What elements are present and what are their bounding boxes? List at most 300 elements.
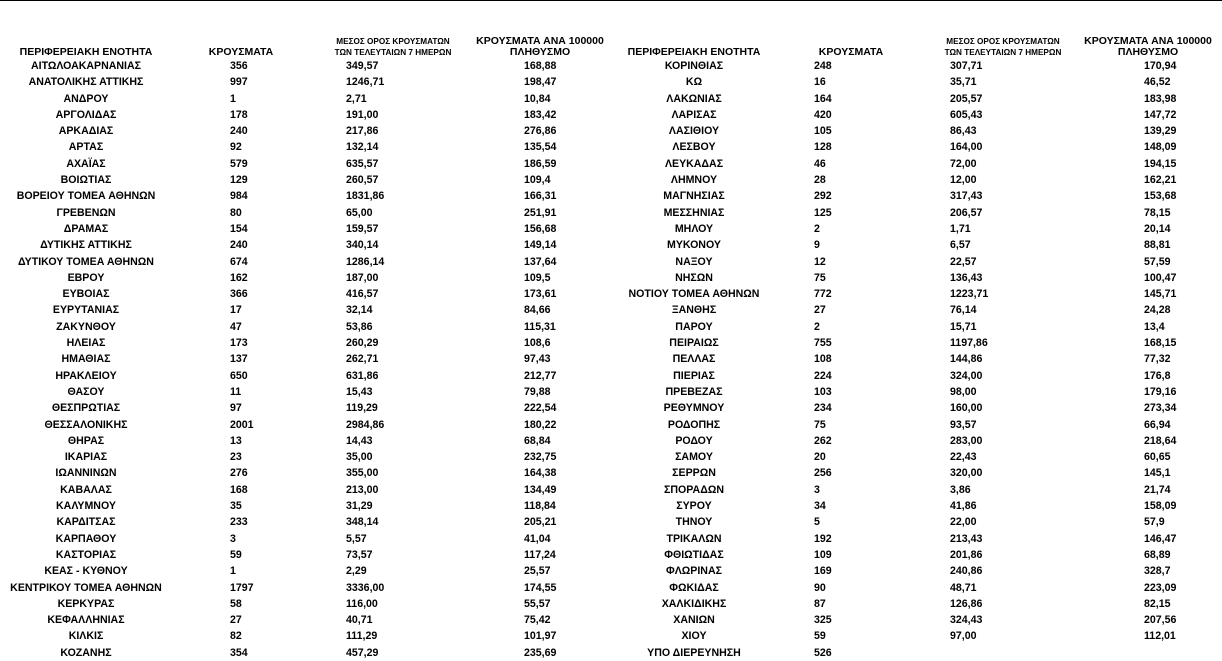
cases-per-100000-cell: 10,84 <box>524 92 551 105</box>
region-cell: ΕΥΒΟΙΑΣ <box>62 288 110 301</box>
cases-per-100000-cell: 180,22 <box>524 418 557 431</box>
cases-per-100000-cell: 135,54 <box>524 141 557 154</box>
cases-per-100000-cell: 55,57 <box>524 597 551 610</box>
avg-7-days-cell: 160,00 <box>950 402 983 415</box>
cases-per-100000-cell: 137,64 <box>524 255 557 268</box>
table-row <box>0 514 610 530</box>
avg-7-days-cell: 132,14 <box>346 141 379 154</box>
table-row <box>610 417 1222 433</box>
cases-cell: 984 <box>230 190 248 203</box>
table-row <box>0 433 610 449</box>
cases-cell: 292 <box>814 190 832 203</box>
avg-7-days-cell: 76,14 <box>950 304 977 317</box>
cases-per-100000-cell: 146,47 <box>1144 532 1177 545</box>
avg-7-days-cell: 93,57 <box>950 418 977 431</box>
region-cell: ΚΑΡΔΙΤΣΑΣ <box>56 516 116 529</box>
cases-per-100000-cell: 212,77 <box>524 369 557 382</box>
cases-per-100000-cell: 164,38 <box>524 467 557 480</box>
cases-per-100000-cell: 20,14 <box>1144 222 1171 235</box>
region-cell: ΛΑΚΩΝΙΑΣ <box>666 92 722 105</box>
region-cell: ΑΝΑΤΟΛΙΚΗΣ ΑΤΤΙΚΗΣ <box>28 76 144 89</box>
region-cell: ΚΙΛΚΙΣ <box>68 630 104 643</box>
region-cell: ΧΙΟΥ <box>681 630 707 643</box>
avg-7-days-cell: 73,57 <box>346 548 373 561</box>
cases-cell: 168 <box>230 483 248 496</box>
avg-7-days-cell: 324,00 <box>950 369 983 382</box>
region-cell: ΦΛΩΡΙΝΑΣ <box>666 565 722 578</box>
cases-cell: 772 <box>814 288 832 301</box>
table-row <box>0 335 610 351</box>
header-region: ΠΕΡΙΦΕΡΕΙΑΚΗ ΕΝΟΤΗΤΑ <box>627 46 761 58</box>
table-row <box>0 351 610 367</box>
table-row <box>0 302 610 318</box>
header-region: ΠΕΡΙΦΕΡΕΙΑΚΗ ΕΝΟΤΗΤΑ <box>19 46 153 58</box>
cases-cell: 129 <box>230 174 248 187</box>
cases-cell: 11 <box>230 385 242 398</box>
table-row <box>610 547 1222 563</box>
avg-7-days-cell: 22,43 <box>950 451 977 464</box>
cases-per-100000-cell: 101,97 <box>524 630 557 643</box>
region-cell: ΑΡΚΑΔΙΑΣ <box>58 125 114 138</box>
cases-per-100000-cell: 156,68 <box>524 222 557 235</box>
cases-cell: 90 <box>814 581 826 594</box>
cases-cell: 59 <box>814 630 826 643</box>
region-cell: ΡΟΔΟΠΗΣ <box>667 418 721 431</box>
cases-per-100000-cell: 145,71 <box>1144 288 1177 301</box>
table-row <box>610 205 1222 221</box>
cases-per-100000-cell: 218,64 <box>1144 434 1177 447</box>
region-cell: ΗΛΕΙΑΣ <box>66 337 106 350</box>
table-row <box>0 107 610 123</box>
cases-per-100000-cell: 207,56 <box>1144 614 1177 627</box>
cases-cell: 27 <box>230 614 242 627</box>
table-row <box>0 139 610 155</box>
region-cell: ΠΑΡΟΥ <box>675 320 713 333</box>
cases-cell: 240 <box>230 125 248 138</box>
cases-per-100000-cell: 198,47 <box>524 76 557 89</box>
cases-per-100000-cell: 68,84 <box>524 434 551 447</box>
cases-cell: 92 <box>230 141 242 154</box>
avg-7-days-cell: 1831,86 <box>346 190 385 203</box>
cases-cell: 233 <box>230 516 248 529</box>
region-cell: ΛΑΡΙΣΑΣ <box>671 108 717 121</box>
avg-7-days-cell: 72,00 <box>950 157 977 170</box>
table-row <box>0 237 610 253</box>
cases-per-100000-cell: 78,15 <box>1144 206 1171 219</box>
table-row <box>0 482 610 498</box>
avg-7-days-cell: 3336,00 <box>346 581 385 594</box>
cases-per-100000-cell: 134,49 <box>524 483 557 496</box>
region-cell: ΜΑΓΝΗΣΙΑΣ <box>663 190 725 203</box>
table-row <box>0 156 610 172</box>
region-cell: ΚΟΡΙΝΘΙΑΣ <box>664 60 724 72</box>
table-row <box>610 580 1222 596</box>
avg-7-days-cell: 1246,71 <box>346 76 385 89</box>
table-row <box>0 205 610 221</box>
cases-per-100000-cell: 109,4 <box>524 174 551 187</box>
region-cell: ΠΕΛΛΑΣ <box>672 353 716 366</box>
avg-7-days-cell: 31,29 <box>346 500 373 513</box>
cases-cell: 2 <box>814 222 820 235</box>
cases-cell: 75 <box>814 271 826 284</box>
table-row <box>610 563 1222 579</box>
table-row <box>610 270 1222 286</box>
table-row <box>0 465 610 481</box>
header-cases-per-100000: ΚΡΟΥΣΜΑΤΑ ΑΝΑ 100000 ΠΛΗΘΥΣΜΟ <box>1084 35 1212 58</box>
cases-per-100000-cell: 179,16 <box>1144 385 1177 398</box>
table-row <box>0 449 610 465</box>
region-cell: ΚΑΡΠΑΘΟΥ <box>55 532 117 545</box>
region-cell: ΚΕΦΑΛΛΗΝΙΑΣ <box>47 614 125 627</box>
avg-7-days-cell: 260,57 <box>346 174 379 187</box>
table-row <box>0 58 610 74</box>
region-cell: ΡΕΘΥΜΝΟΥ <box>663 402 725 415</box>
cases-per-100000-cell: 21,74 <box>1144 483 1171 496</box>
cases-cell: 108 <box>814 353 832 366</box>
cases-per-100000-cell: 235,69 <box>524 646 557 659</box>
region-cell: ΧΑΝΙΩΝ <box>673 614 715 627</box>
cases-cell: 128 <box>814 141 832 154</box>
table-row <box>610 254 1222 270</box>
cases-per-100000-cell: 176,8 <box>1144 369 1171 382</box>
cases-cell: 58 <box>230 597 242 610</box>
region-cell: ΗΜΑΘΙΑΣ <box>61 353 111 366</box>
region-cell: ΚΩ <box>685 76 703 89</box>
header-avg-7-days: ΜΕΣΟΣ ΟΡΟΣ ΚΡΟΥΣΜΑΤΩΝ ΤΩΝ ΤΕΛΕΥΤΑΙΩΝ 7 ΗΜΕΡΩΝ <box>944 37 1062 57</box>
cases-cell: 325 <box>814 614 832 627</box>
cases-cell: 109 <box>814 548 832 561</box>
cases-cell: 169 <box>814 565 832 578</box>
cases-cell: 20 <box>814 451 826 464</box>
region-cell: ΝΟΤΙΟΥ ΤΟΜΕΑ ΑΘΗΝΩΝ <box>628 288 760 301</box>
cases-per-100000-cell: 232,75 <box>524 451 557 464</box>
avg-7-days-cell: 631,86 <box>346 369 379 382</box>
cases-cell: 87 <box>814 597 826 610</box>
right-table-header <box>610 1 1222 58</box>
table-row <box>610 449 1222 465</box>
cases-cell: 137 <box>230 353 248 366</box>
table-row <box>0 123 610 139</box>
cases-cell: 248 <box>814 60 832 72</box>
cases-cell: 173 <box>230 337 248 350</box>
cases-cell: 650 <box>230 369 248 382</box>
region-cell: ΖΑΚΥΝΘΟΥ <box>56 320 116 333</box>
cases-cell: 256 <box>814 467 832 480</box>
region-cell: ΔΡΑΜΑΣ <box>63 222 109 235</box>
avg-7-days-cell: 2984,86 <box>346 418 385 431</box>
cases-per-100000-cell: 145,1 <box>1144 467 1171 480</box>
cases-per-100000-cell: 57,59 <box>1144 255 1171 268</box>
table-row <box>0 91 610 107</box>
cases-per-100000-cell: 97,43 <box>524 353 551 366</box>
region-cell: ΣΑΜΟΥ <box>675 451 713 464</box>
region-cell: ΛΗΜΝΟΥ <box>670 174 718 187</box>
avg-7-days-cell: 116,00 <box>346 597 378 610</box>
table-row <box>610 237 1222 253</box>
avg-7-days-cell: 6,57 <box>950 239 971 252</box>
region-cell: ΛΕΥΚΑΔΑΣ <box>664 157 724 170</box>
cases-per-100000-cell: 118,84 <box>524 500 556 513</box>
table-row <box>610 107 1222 123</box>
cases-cell: 59 <box>230 548 242 561</box>
cases-cell: 192 <box>814 532 832 545</box>
avg-7-days-cell: 416,57 <box>346 288 379 301</box>
avg-7-days-cell: 206,57 <box>950 206 983 219</box>
avg-7-days-cell: 2,29 <box>346 565 367 578</box>
cases-per-100000-cell: 100,47 <box>1144 271 1177 284</box>
avg-7-days-cell: 1,71 <box>950 222 971 235</box>
region-cell: ΥΠΟ ΔΙΕΡΕΥΝΗΣΗ <box>647 646 741 659</box>
table-row <box>610 482 1222 498</box>
cases-per-100000-cell: 183,98 <box>1144 92 1177 105</box>
avg-7-days-cell: 191,00 <box>346 108 379 121</box>
avg-7-days-cell: 5,57 <box>346 532 367 545</box>
cases-cell: 755 <box>814 337 832 350</box>
avg-7-days-cell: 605,43 <box>950 108 983 121</box>
cases-per-100000-cell: 117,24 <box>524 548 556 561</box>
avg-7-days-cell: 2,71 <box>346 92 367 105</box>
cases-cell: 97 <box>230 402 242 415</box>
region-cell: ΜΥΚΟΝΟΥ <box>667 239 721 252</box>
cases-per-100000-cell: 139,29 <box>1144 125 1177 138</box>
cases-cell: 178 <box>230 108 248 121</box>
table-row <box>610 91 1222 107</box>
table-row <box>0 270 610 286</box>
region-cell: ΚΕΡΚΥΡΑΣ <box>57 597 115 610</box>
avg-7-days-cell: 119,29 <box>346 402 378 415</box>
avg-7-days-cell: 260,29 <box>346 337 379 350</box>
region-cell: ΚΕΑΣ - ΚΥΘΝΟΥ <box>44 565 128 578</box>
region-cell: ΚΑΒΑΛΑΣ <box>60 483 112 496</box>
table-row <box>610 596 1222 612</box>
region-cell: ΛΕΣΒΟΥ <box>672 141 716 154</box>
cases-per-100000-cell: 115,31 <box>524 320 556 333</box>
avg-7-days-cell: 283,00 <box>950 434 983 447</box>
table-row <box>0 400 610 416</box>
region-cell: ΚΑΣΤΟΡΙΑΣ <box>55 548 117 561</box>
cases-per-100000-cell: 170,94 <box>1144 60 1177 72</box>
region-cell: ΘΕΣΣΑΛΟΝΙΚΗΣ <box>44 418 128 431</box>
table-row <box>610 286 1222 302</box>
cases-cell: 1 <box>230 565 236 578</box>
cases-per-100000-cell: 77,32 <box>1144 353 1171 366</box>
region-cell: ΕΒΡΟΥ <box>67 271 105 284</box>
table-row <box>610 172 1222 188</box>
region-cell: ΙΚΑΡΙΑΣ <box>64 451 108 464</box>
cases-per-100000-cell: 57,9 <box>1144 516 1165 529</box>
region-cell: ΤΡΙΚΑΛΩΝ <box>666 532 722 545</box>
table-row <box>0 384 610 400</box>
region-cell: ΦΘΙΩΤΙΔΑΣ <box>664 548 724 561</box>
region-cell: ΚΕΝΤΡΙΚΟΥ ΤΟΜΕΑ ΑΘΗΝΩΝ <box>10 581 162 594</box>
cases-per-100000-cell: 108,6 <box>524 337 551 350</box>
avg-7-days-cell: 22,57 <box>950 255 977 268</box>
cases-per-100000-cell: 153,68 <box>1144 190 1177 203</box>
avg-7-days-cell: 240,86 <box>950 565 983 578</box>
region-cell: ΓΡΕΒΕΝΩΝ <box>56 206 116 219</box>
cases-cell: 125 <box>814 206 832 219</box>
avg-7-days-cell: 635,57 <box>346 157 379 170</box>
avg-7-days-cell: 213,00 <box>346 483 379 496</box>
avg-7-days-cell: 348,14 <box>346 516 379 529</box>
table-row <box>610 139 1222 155</box>
table-row <box>610 188 1222 204</box>
cases-per-100000-cell: 273,34 <box>1144 402 1177 415</box>
cases-per-100000-cell: 60,65 <box>1144 451 1171 464</box>
cases-cell: 35 <box>230 500 242 513</box>
cases-per-100000-cell: 328,7 <box>1144 565 1171 578</box>
cases-cell: 17 <box>230 304 242 317</box>
table-row <box>610 58 1222 74</box>
table-row <box>0 417 610 433</box>
cases-per-100000-cell: 84,66 <box>524 304 551 317</box>
cases-cell: 105 <box>814 125 832 138</box>
table-row <box>0 547 610 563</box>
cases-cell: 234 <box>814 402 832 415</box>
cases-cell: 366 <box>230 288 248 301</box>
avg-7-days-cell: 98,00 <box>950 385 977 398</box>
table-row <box>610 498 1222 514</box>
avg-7-days-cell: 40,71 <box>346 614 373 627</box>
table-row <box>610 156 1222 172</box>
avg-7-days-cell: 53,86 <box>346 320 373 333</box>
region-cell: ΔΥΤΙΚΗΣ ΑΤΤΙΚΗΣ <box>40 239 132 252</box>
region-cell: ΚΟΖΑΝΗΣ <box>60 646 112 659</box>
cases-per-100000-cell: 109,5 <box>524 271 551 284</box>
cases-cell: 3 <box>814 483 820 496</box>
region-cell: ΒΟΡΕΙΟΥ ΤΟΜΕΑ ΑΘΗΝΩΝ <box>16 190 156 203</box>
region-cell: ΘΕΣΠΡΩΤΙΑΣ <box>51 402 121 415</box>
cases-per-100000-cell: 149,14 <box>524 239 557 252</box>
table-row <box>610 335 1222 351</box>
region-cell: ΗΡΑΚΛΕΙΟΥ <box>55 369 117 382</box>
left-table-header <box>0 1 610 58</box>
avg-7-days-cell: 349,57 <box>346 60 379 72</box>
table-row <box>610 384 1222 400</box>
cases-cell: 47 <box>230 320 242 333</box>
avg-7-days-cell: 159,57 <box>346 222 379 235</box>
cases-cell: 579 <box>230 157 248 170</box>
region-cell: ΠΕΙΡΑΙΩΣ <box>669 337 719 350</box>
avg-7-days-cell: 41,86 <box>950 500 977 513</box>
cases-per-100000-cell: 68,89 <box>1144 548 1171 561</box>
table-row <box>610 368 1222 384</box>
right-table-body <box>610 58 1222 661</box>
avg-7-days-cell: 262,71 <box>346 353 379 366</box>
region-cell: ΑΡΓΟΛΙΔΑΣ <box>55 108 117 121</box>
header-cases: ΚΡΟΥΣΜΑΤΑ <box>208 46 274 58</box>
cases-cell: 224 <box>814 369 832 382</box>
avg-7-days-cell: 48,71 <box>950 581 977 594</box>
cases-per-100000-cell: 158,09 <box>1144 500 1177 513</box>
avg-7-days-cell: 35,71 <box>950 76 977 89</box>
region-cell: ΜΗΛΟΥ <box>674 222 714 235</box>
table-row <box>0 221 610 237</box>
region-cell: ΛΑΣΙΘΙΟΥ <box>668 125 720 138</box>
table-row <box>0 172 610 188</box>
table-row <box>610 531 1222 547</box>
region-cell: ΜΕΣΣΗΝΙΑΣ <box>663 206 725 219</box>
avg-7-days-cell: 1197,86 <box>950 337 988 350</box>
cases-cell: 2 <box>814 320 820 333</box>
cases-per-100000-cell: 46,52 <box>1144 76 1171 89</box>
avg-7-days-cell: 15,43 <box>346 385 373 398</box>
cases-per-100000-cell: 205,21 <box>524 516 557 529</box>
region-cell: ΝΗΣΩΝ <box>675 271 713 284</box>
avg-7-days-cell: 97,00 <box>950 630 977 643</box>
region-cell: ΒΟΙΩΤΙΑΣ <box>60 174 112 187</box>
avg-7-days-cell: 111,29 <box>346 630 378 643</box>
avg-7-days-cell: 355,00 <box>346 467 379 480</box>
region-cell: ΑΧΑΪΑΣ <box>66 157 106 170</box>
cases-cell: 34 <box>814 500 826 513</box>
avg-7-days-cell: 164,00 <box>950 141 983 154</box>
region-cell: ΠΙΕΡΙΑΣ <box>673 369 715 382</box>
cases-per-100000-cell: 186,59 <box>524 157 557 170</box>
cases-cell: 154 <box>230 222 248 235</box>
cases-per-100000-cell: 112,01 <box>1144 630 1176 643</box>
cases-cell: 28 <box>814 174 826 187</box>
avg-7-days-cell: 65,00 <box>346 206 373 219</box>
avg-7-days-cell: 86,43 <box>950 125 977 138</box>
cases-cell: 354 <box>230 646 248 659</box>
header-cases-per-100000: ΚΡΟΥΣΜΑΤΑ ΑΝΑ 100000 ΠΛΗΘΥΣΜΟ <box>476 35 604 58</box>
table-row <box>610 612 1222 628</box>
avg-7-days-cell: 14,43 <box>346 434 373 447</box>
cases-per-100000-cell: 276,86 <box>524 125 557 138</box>
table-row <box>610 351 1222 367</box>
cases-per-100000-cell: 223,09 <box>1144 581 1177 594</box>
cases-per-100000-cell: 25,57 <box>524 565 551 578</box>
cases-per-100000-cell: 173,61 <box>524 288 557 301</box>
avg-7-days-cell: 201,86 <box>950 548 983 561</box>
region-cell: ΑΡΤΑΣ <box>68 141 104 154</box>
cases-cell: 46 <box>814 157 826 170</box>
table-row <box>0 368 610 384</box>
cases-cell: 276 <box>230 467 248 480</box>
table-row <box>0 628 610 644</box>
table-row <box>610 221 1222 237</box>
region-cell: ΣΕΡΡΩΝ <box>672 467 716 480</box>
avg-7-days-cell: 217,86 <box>346 125 379 138</box>
avg-7-days-cell: 324,43 <box>950 614 983 627</box>
table-row <box>0 188 610 204</box>
cases-per-100000-cell: 75,42 <box>524 614 551 627</box>
left-table-body <box>0 58 610 661</box>
cases-cell: 13 <box>230 434 242 447</box>
cases-per-100000-cell: 82,15 <box>1144 597 1171 610</box>
table-row <box>0 254 610 270</box>
avg-7-days-cell: 187,00 <box>346 271 379 284</box>
region-cell: ΝΑΞΟΥ <box>675 255 713 268</box>
cases-per-100000-cell: 251,91 <box>524 206 557 219</box>
cases-cell: 3 <box>230 532 236 545</box>
avg-7-days-cell: 136,43 <box>950 271 983 284</box>
cases-cell: 82 <box>230 630 242 643</box>
avg-7-days-cell: 12,00 <box>950 174 977 187</box>
region-cell: ΧΑΛΚΙΔΙΚΗΣ <box>661 597 727 610</box>
avg-7-days-cell: 213,43 <box>950 532 983 545</box>
table-row <box>610 433 1222 449</box>
cases-per-100000-cell: 166,31 <box>524 190 557 203</box>
cases-per-100000-cell: 174,55 <box>524 581 557 594</box>
cases-cell: 5 <box>814 516 820 529</box>
cases-per-100000-cell: 13,4 <box>1144 320 1165 333</box>
table-row <box>610 400 1222 416</box>
table-row <box>0 612 610 628</box>
avg-7-days-cell: 126,86 <box>950 597 983 610</box>
header-cases: ΚΡΟΥΣΜΑΤΑ <box>818 46 884 58</box>
